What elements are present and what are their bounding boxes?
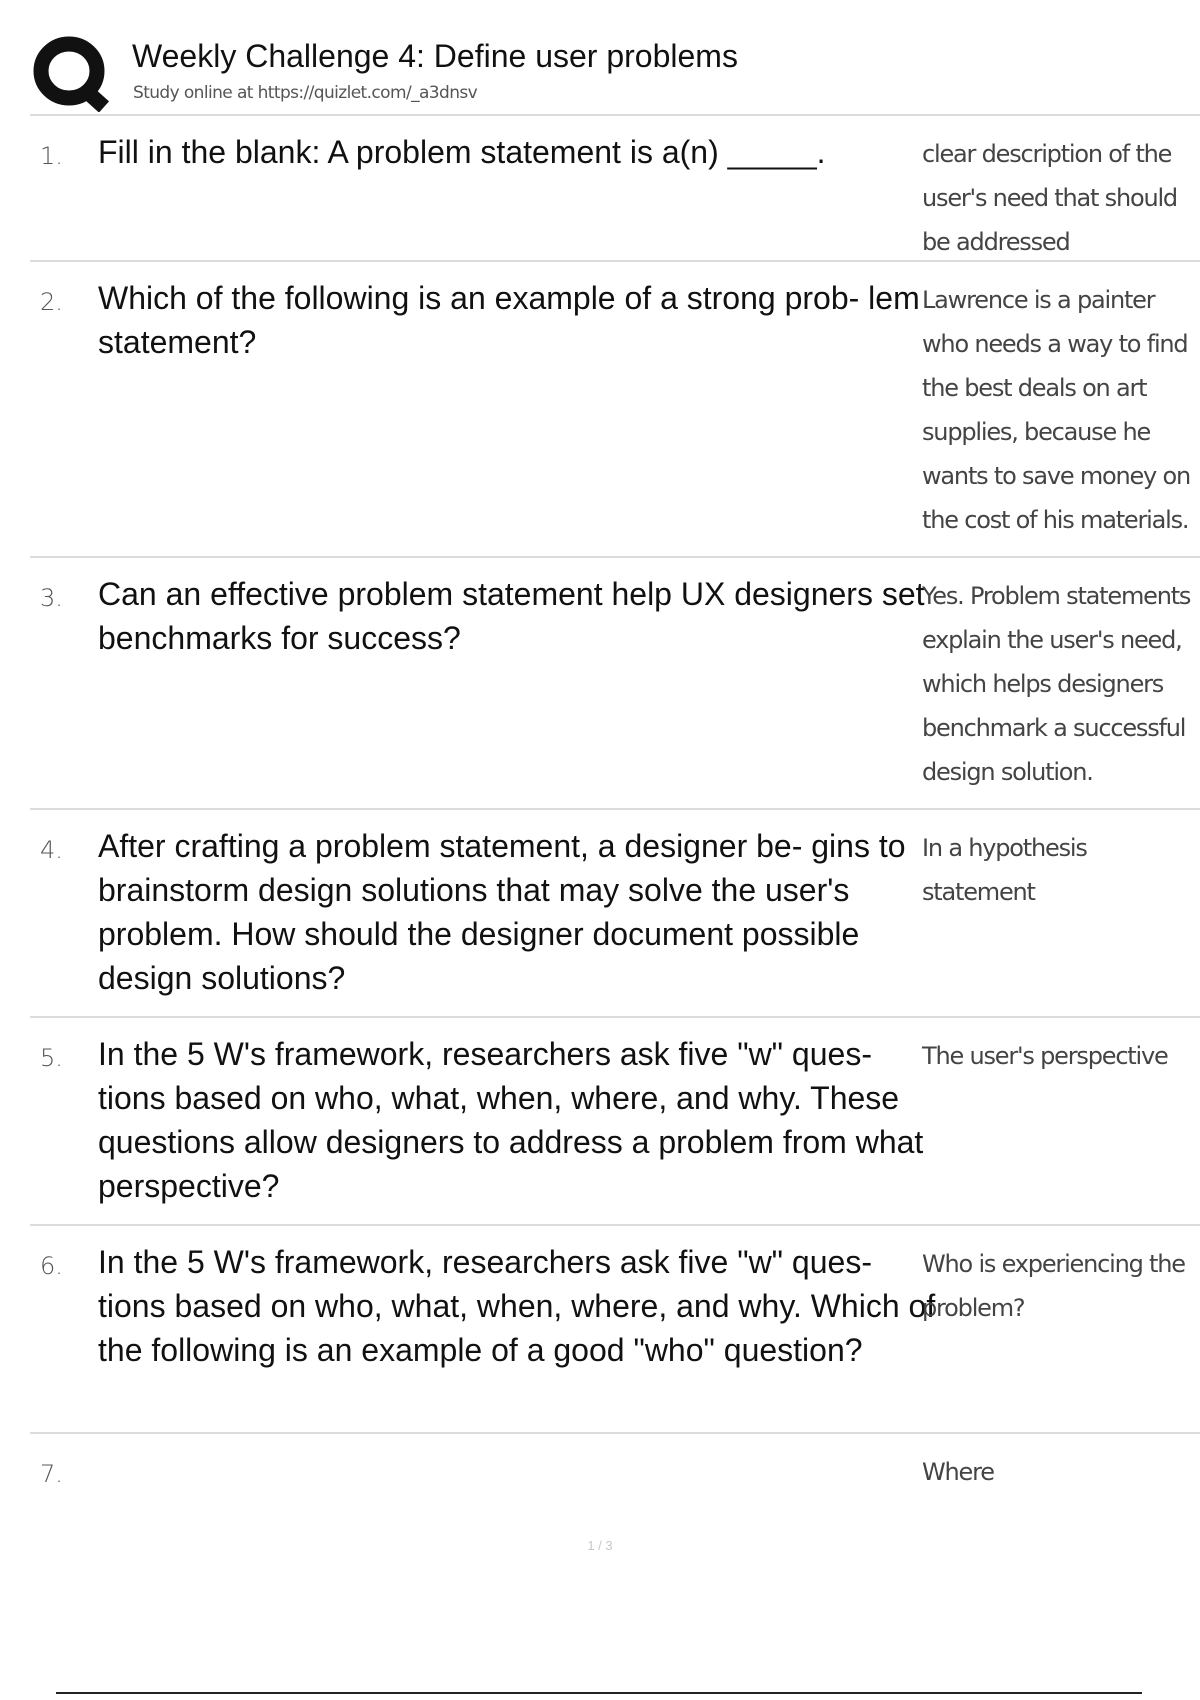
- card-definition: Where: [922, 1458, 994, 1486]
- card-term: In the 5 W's framework, researchers ask five "w" ques- tions based on who, what, when, where, and why. These questions allow designers to address a problem from what perspective?: [98, 1036, 924, 1204]
- flashcard-row: [30, 1434, 1200, 1514]
- card-number: 6.: [40, 1252, 63, 1280]
- card-number: 3.: [40, 584, 63, 612]
- flashcard-row: [30, 1226, 1200, 1434]
- quizlet-logo-icon: [32, 34, 110, 112]
- document-subtitle: Study online at https://quizlet.com/_a3dnsv: [133, 83, 478, 103]
- card-definition: clear description of the user's need that should be addressed: [922, 140, 1177, 256]
- document-header: [30, 30, 1200, 116]
- card-definition: The user's perspective: [922, 1042, 1168, 1070]
- card-definition: Yes. Problem statements explain the user's need, which helps designers benchmark a successful design solution.: [922, 582, 1191, 786]
- flashcard-list: [30, 116, 1200, 1514]
- card-term: In the 5 W's framework, researchers ask five "w" ques- tions based on who, what, when, where, and why. Which of the following is an example of a good "who" question?: [98, 1244, 936, 1368]
- card-definition: Who is experiencing the problem?: [922, 1250, 1185, 1322]
- card-number: 7.: [40, 1460, 63, 1488]
- card-definition: Lawrence is a painter who needs a way to find the best deals on art supplies, because he wants to save money on the cost of his materials.: [922, 286, 1190, 534]
- card-term: Can an effective problem statement help UX designers set benchmarks for success?: [98, 576, 925, 656]
- card-term: After crafting a problem statement, a designer be- gins to brainstorm design solutions that may solve the user's problem. How should the designer document possible design solutions?: [98, 828, 906, 996]
- document-title: Weekly Challenge 4: Define user problems: [132, 38, 738, 74]
- card-term: Fill in the blank: A problem statement is a(n) _____.: [98, 134, 826, 170]
- footer-divider: [56, 1692, 1142, 1694]
- flashcard-row: [30, 1018, 1200, 1226]
- flashcard-row: [30, 262, 1200, 558]
- card-term: Which of the following is an example of a strong prob- lem statement?: [98, 280, 920, 360]
- flashcard-row: [30, 116, 1200, 262]
- card-number: 4.: [40, 836, 63, 864]
- flashcard-row: [30, 558, 1200, 810]
- card-number: 5.: [40, 1044, 63, 1072]
- card-number: 1.: [40, 142, 63, 170]
- page-number: 1 / 3: [587, 1538, 613, 1553]
- card-definition: In a hypothesis statement: [922, 834, 1087, 906]
- flashcard-row: [30, 810, 1200, 1018]
- card-number: 2.: [40, 288, 63, 316]
